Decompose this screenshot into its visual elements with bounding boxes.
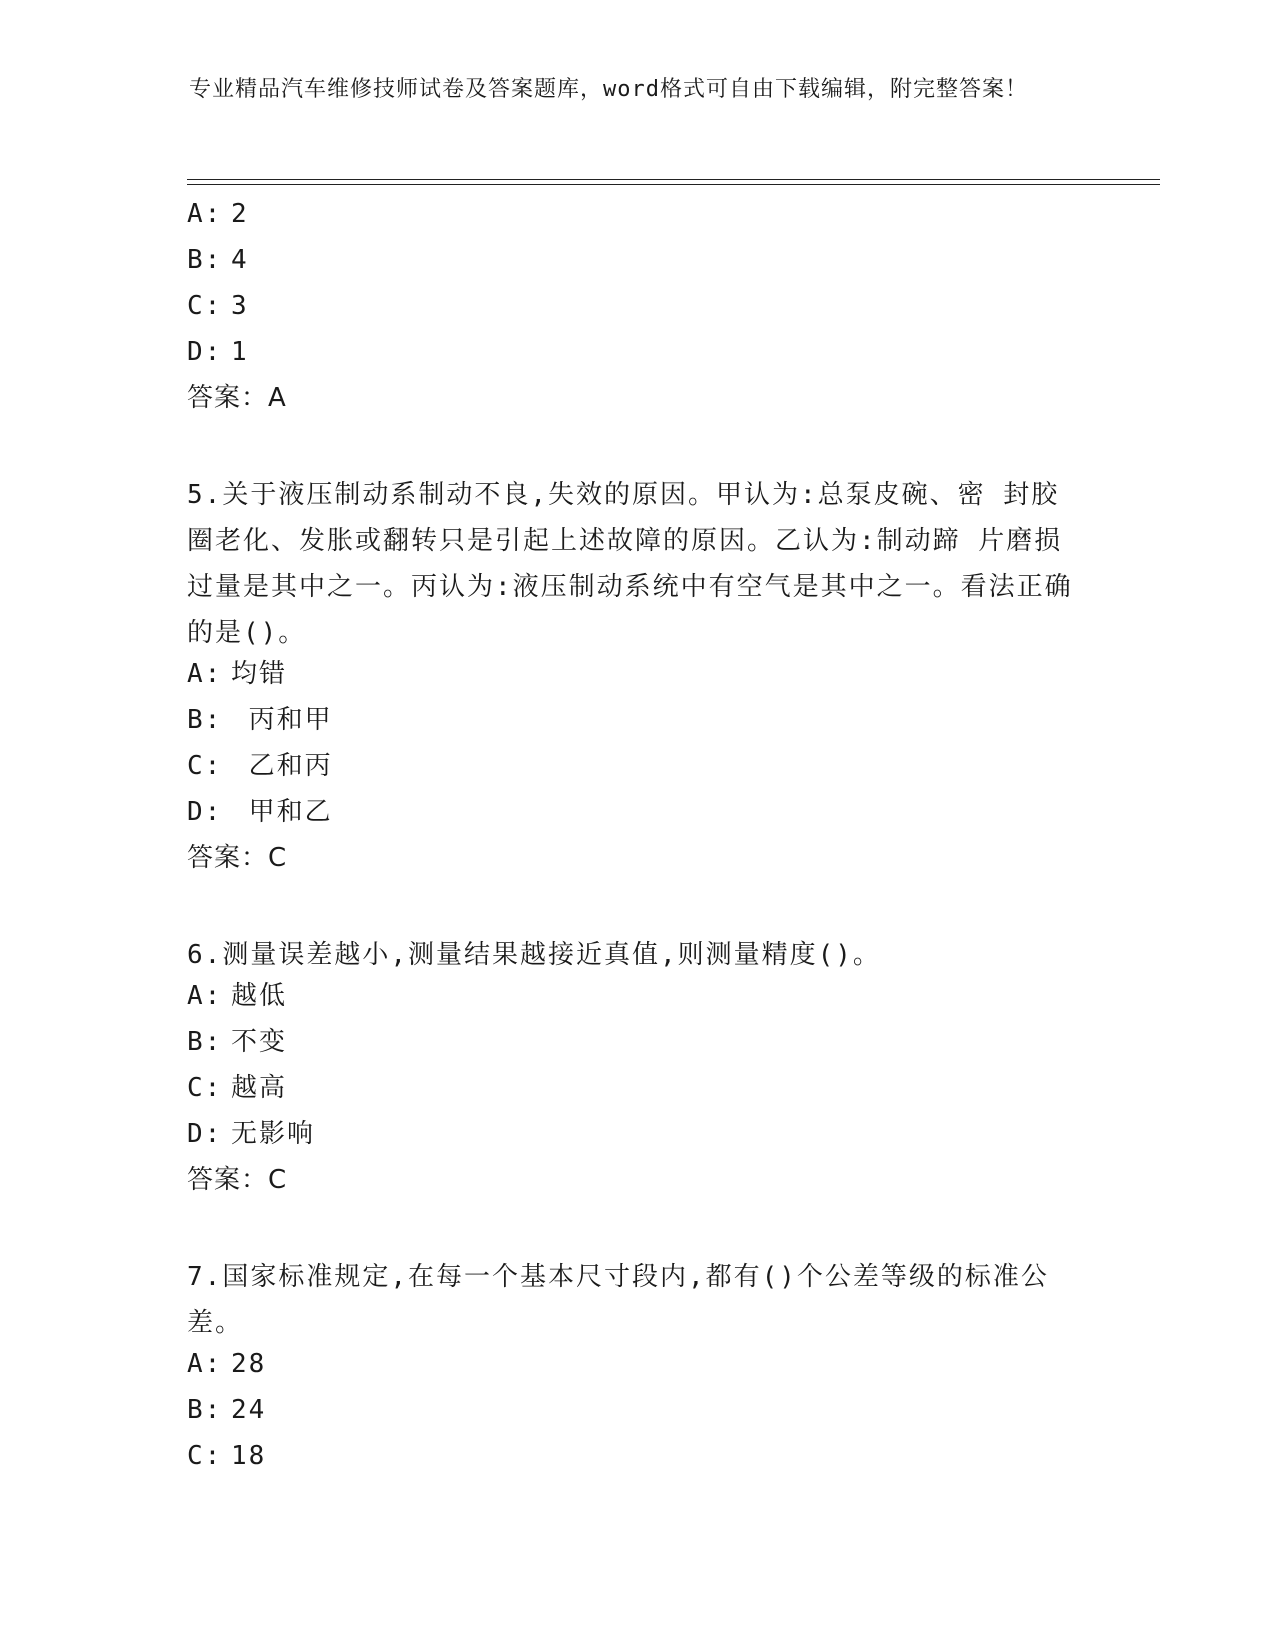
header-title: 专业精品汽车维修技师试卷及答案题库，word格式可自由下载编辑，附完整答案！ [189,77,1028,102]
answer-line: 答案：C [187,1165,288,1195]
option-b: B: 4 [187,245,249,275]
option-c: C: 3 [187,291,249,321]
option-a: A: 均错 [187,659,288,689]
answer-line: 答案：A [187,383,287,413]
page-header [189,74,1069,105]
header-divider-top [187,179,1160,180]
option-c: C: 18 [187,1441,267,1471]
question-text: 6.测量误差越小,测量结果越接近真值,则测量精度()。 [187,940,881,970]
option-a: A: 28 [187,1349,267,1379]
question-block-5 [187,472,1087,886]
option-c: C: 乙和丙 [187,751,333,781]
option-c: C: 越高 [187,1073,288,1103]
question-list [187,196,1087,1484]
answer-line: 答案：C [187,843,288,873]
question-block-7 [187,1254,1087,1484]
option-d: D: 无影响 [187,1119,316,1149]
question-text: 5.关于液压制动系制动不良,失效的原因。甲认为:总泵皮碗、密 封胶圈老化、发胀或翻转只是引起上述故障的原因。乙认为:制动蹄 片磨损过量是其中之一。丙认为:液压制动系统中有空气是其中之一。看法正确的是()。 [187,480,1073,648]
header-divider-bottom [187,184,1160,185]
option-b: B: 丙和甲 [187,705,333,735]
option-d: D: 甲和乙 [187,797,333,827]
question-text: 7.国家标准规定,在每一个基本尺寸段内,都有()个公差等级的标准公差。 [187,1262,1049,1338]
option-d: D: 1 [187,337,249,367]
option-b: B: 24 [187,1395,267,1425]
question-block-4 [187,196,1087,426]
question-block-6 [187,932,1087,1208]
option-a: A: 越低 [187,981,288,1011]
option-b: B: 不变 [187,1027,288,1057]
option-a: A: 2 [187,199,249,229]
